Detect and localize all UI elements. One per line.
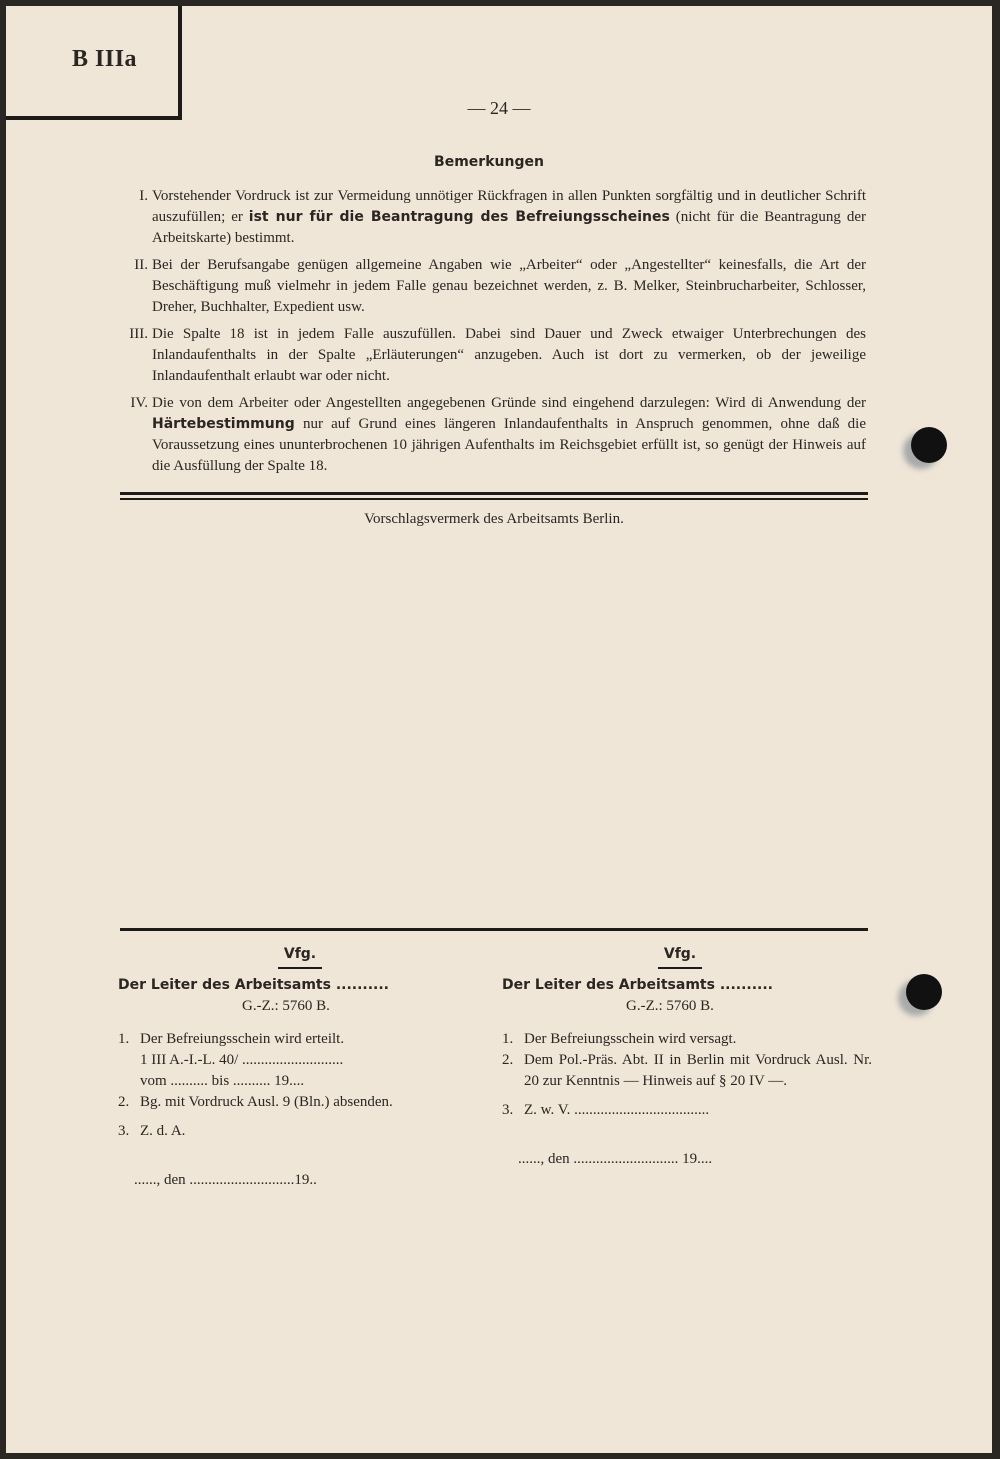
- item-number: 3.: [118, 1123, 130, 1139]
- punch-hole-top: [911, 427, 947, 463]
- remark-number: II.: [134, 257, 148, 273]
- remark-item-4: [116, 393, 866, 477]
- remark-text: Die von dem Arbeiter oder Angestellten angegebenen Gründe sind eingehend darzulegen: Wird di Anwendung der: [152, 395, 866, 411]
- remark-text: Bei der Berufsangabe genügen allgemeine Angaben wie „Arbeiter“ oder „Angestellter“ keinesfalls, die Art der Beschäftigung muß vielmehr in jedem Falle genau bezeichnet werden, z. B. Melker, Steinbrucharbeiter, Schlosser, Dreher, Buchhalter, Expedient usw.: [152, 257, 866, 315]
- remark-text: Vorstehender Vordruck ist zur Vermeidung unnötiger Rückfragen in allen Punkten sorgfältig und in deutlicher Schrift auszufüllen; er: [152, 188, 866, 225]
- remark-text-continued: (nicht für die Beantragung der Arbeitskarte) bestimmt.: [152, 209, 866, 246]
- reference-number: G.-Z.: 5760 B.: [242, 998, 330, 1014]
- remark-number: IV.: [130, 395, 148, 411]
- remark-text: Die Spalte 18 ist in jedem Falle auszufüllen. Dabei sind Dauer und Zweck etwaiger Unterbrechungen des Inlandaufenthalts in der Spalte „Erläuterungen“ anzugeben. Auch ist dort zu vermerken, ob der jeweilige Inlandaufenthalt erlaubt war oder nicht.: [152, 326, 866, 384]
- vfg-heading: Vfg.: [278, 944, 322, 969]
- remark-item-3: [116, 324, 866, 387]
- item-text: Z. w. V. ....................................: [524, 1102, 710, 1118]
- decision-item-3: [502, 1100, 872, 1121]
- remark-number: III.: [129, 326, 148, 342]
- proposal-note-label: Vorschlagsvermerk des Arbeitsamts Berlin.: [364, 511, 624, 527]
- remark-item-1: [116, 186, 866, 249]
- form-code-label: B IIIa: [72, 46, 138, 72]
- item-reference-line: 1 III A.-I.-L. 40/ ...........................: [140, 1052, 344, 1068]
- item-number: 3.: [502, 1102, 514, 1118]
- date-signature-line: ......, den ............................19..: [134, 1172, 317, 1188]
- item-validity-line: vom .......... bis .......... 19....: [140, 1073, 305, 1089]
- decision-grant-column: [118, 944, 488, 1191]
- item-number: 2.: [502, 1052, 514, 1068]
- section-divider: [120, 928, 868, 931]
- decision-item-2: [118, 1092, 488, 1113]
- punch-hole-bottom: [906, 974, 942, 1010]
- decision-item-2: [502, 1050, 872, 1092]
- decision-item-1: [118, 1029, 488, 1092]
- decision-item-3: [118, 1121, 488, 1142]
- item-number: 2.: [118, 1094, 130, 1110]
- item-text: Der Befreiungsschein wird erteilt.: [140, 1031, 345, 1047]
- remark-item-2: [116, 255, 866, 318]
- item-text: Bg. mit Vordruck Ausl. 9 (Bln.) absenden.: [140, 1094, 393, 1110]
- item-text: Der Befreiungsschein wird versagt.: [524, 1031, 737, 1047]
- decision-refusal-column: [502, 944, 872, 1170]
- item-number: 1.: [502, 1031, 514, 1047]
- document-page: [6, 6, 992, 1453]
- reference-number: G.-Z.: 5760 B.: [626, 998, 714, 1014]
- item-text: Dem Pol.-Präs. Abt. II in Berlin mit Vordruck Ausl. Nr. 20 zur Kenntnis — Hinweis auf § 20 IV —.: [524, 1052, 872, 1089]
- office-head-title: Der Leiter des Arbeitsamts ..........: [118, 977, 389, 993]
- decision-item-1: [502, 1029, 872, 1050]
- section-divider-double: [120, 492, 868, 500]
- date-signature-line: ......, den ............................ 19....: [518, 1151, 713, 1167]
- remarks-heading: Bemerkungen: [434, 154, 544, 170]
- item-number: 1.: [118, 1031, 130, 1047]
- vfg-heading: Vfg.: [658, 944, 702, 969]
- remark-bold-text: ist nur für die Beantragung des Befreiungsscheines: [248, 209, 670, 225]
- page-number: — 24 —: [467, 98, 531, 118]
- remark-text-continued: nur auf Grund eines längeren Inlandaufenthalts in Anspruch genommen, ohne daß die Voraussetzung eines ununterbrochenen 10 jährigen Aufenthalts im Reichsgebiet erfüllt ist, so genügt der Hinweis auf die Ausfüllung der Spalte 18.: [152, 416, 866, 474]
- remark-bold-text: Härtebestimmung: [152, 416, 295, 432]
- item-text: Z. d. A.: [140, 1123, 186, 1139]
- remark-number: I.: [139, 188, 148, 204]
- office-head-title: Der Leiter des Arbeitsamts ..........: [502, 977, 773, 993]
- remarks-list: [116, 186, 866, 483]
